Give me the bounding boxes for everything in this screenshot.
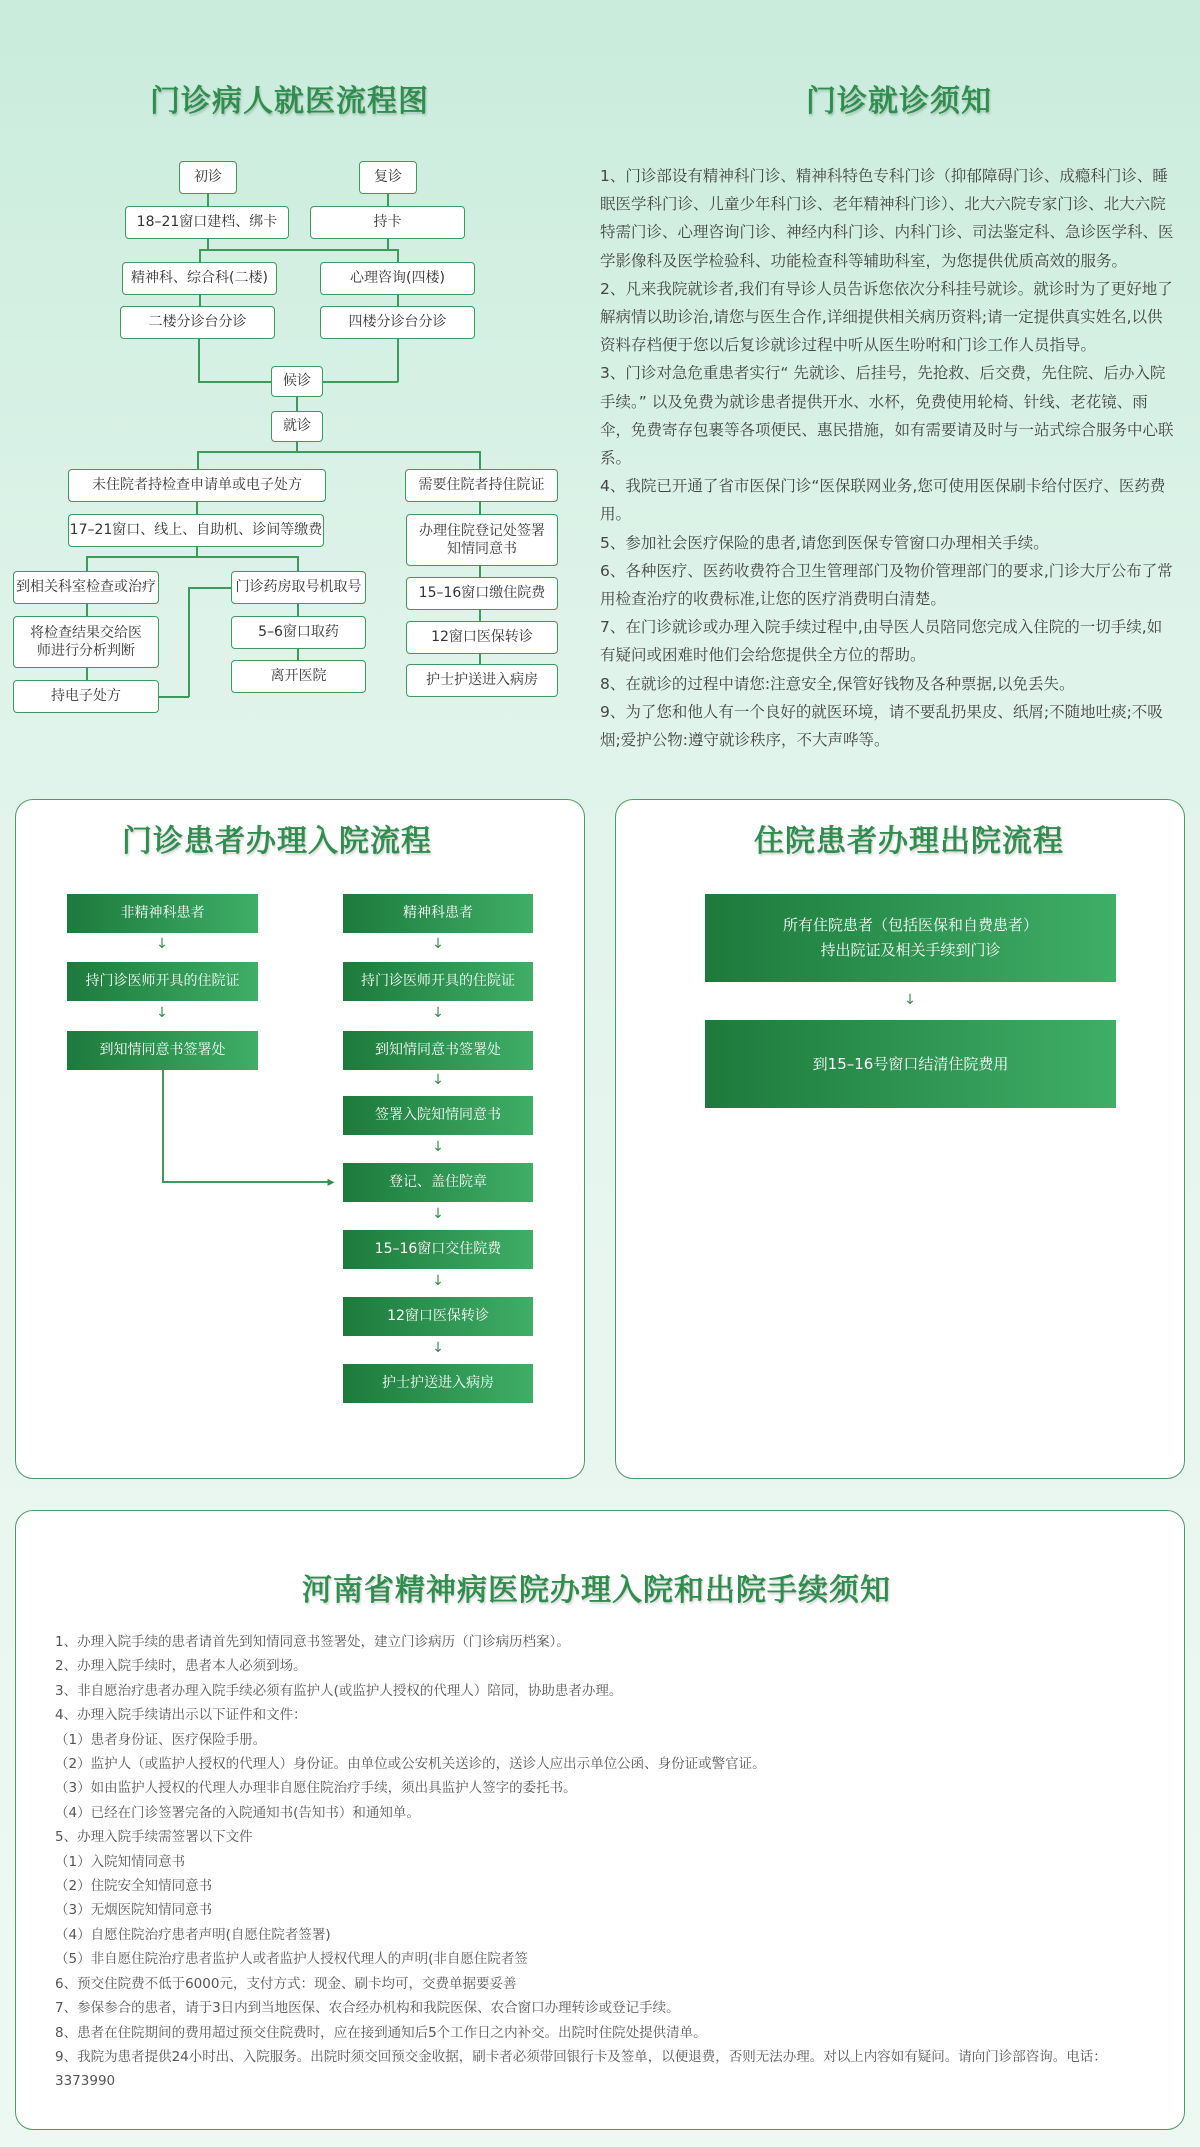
connector bbox=[397, 339, 399, 382]
connector bbox=[297, 649, 299, 660]
flow-results: 将检查结果交给医师进行分析判断 bbox=[13, 616, 159, 668]
rules-item: 8、患者在住院期间的费用超过预交住院费时，应在接到通知后5个工作日之内补交。出院时住院处提供清单。 bbox=[55, 2024, 707, 2041]
arrow-down-icon: ↓ bbox=[432, 1273, 444, 1289]
arrow-down-icon: ↓ bbox=[156, 936, 168, 952]
admission-left-step: 非精神科患者 bbox=[67, 894, 258, 933]
flow-deposit: 15–16窗口缴住院费 bbox=[406, 577, 558, 610]
arrow-down-icon: ↓ bbox=[432, 1072, 444, 1088]
connector bbox=[297, 556, 299, 571]
admission-right-step: 护士护送进入病房 bbox=[343, 1364, 533, 1403]
connector bbox=[188, 587, 231, 589]
notice-item: 5、参加社会医疗保险的患者,请您到医保专管窗口办理相关手续。 bbox=[600, 533, 1049, 552]
rules-item: 3、非自愿治疗患者办理入院手续必须有监护人(或监护人授权的代理人）陪同，协助患者办理。 bbox=[55, 1682, 623, 1699]
flow-triage-4f: 四楼分诊台分诊 bbox=[320, 306, 475, 339]
connector bbox=[198, 381, 271, 383]
rules-item: 6、预交住院费不低于6000元，支付方式：现金、刷卡均可，交费单据要妥善 bbox=[55, 1975, 517, 1992]
connector bbox=[197, 451, 199, 469]
arrow-down-icon: ↓ bbox=[432, 936, 444, 952]
admission-right-step: 签署入院知情同意书 bbox=[343, 1096, 533, 1135]
connector bbox=[297, 604, 299, 616]
flow-return-visit: 复诊 bbox=[359, 161, 417, 194]
admission-right-step: 精神科患者 bbox=[343, 894, 533, 933]
connector bbox=[207, 239, 209, 249]
arrow-down-icon: ↓ bbox=[904, 992, 916, 1008]
admission-right-step: 到知情同意书签署处 bbox=[343, 1031, 533, 1070]
notice-item: 6、各种医疗、医药收费符合卫生管理部门及物价管理部门的要求,门诊大厅公布了常用检查治疗的收费标准,让您的医疗消费明白清楚。 bbox=[600, 561, 1173, 609]
rules-item: （4）自愿住院治疗患者声明(自愿住院者签署) bbox=[55, 1926, 331, 1943]
flow-inpatient: 需要住院者持住院证 bbox=[405, 469, 558, 502]
rules-item: （2）住院安全知情同意书 bbox=[55, 1878, 213, 1895]
arrow-down-icon: ↓ bbox=[432, 1005, 444, 1021]
notice-item: 9、为了您和他人有一个良好的就医环境，请不要乱扔果皮、纸屑;不随地吐痰;不吸烟;爱护公物:遵守就诊秩序，不大声哗等。 bbox=[600, 702, 1163, 750]
flow-first-visit: 初诊 bbox=[179, 161, 237, 194]
rules-item: 4、办理入院手续请出示以下证件和文件： bbox=[55, 1707, 307, 1724]
flow-non-inpatient: 未住院者持检查申请单或电子处方 bbox=[68, 469, 326, 502]
admission-right-step: 12窗口医保转诊 bbox=[343, 1297, 533, 1336]
connector bbox=[86, 556, 298, 558]
rules-item: （5）非自愿住院治疗患者监护人或者监护人授权代理人的声明(非自愿住院者签 bbox=[55, 1951, 528, 1968]
connector bbox=[479, 502, 481, 514]
connector bbox=[188, 587, 190, 697]
discharge-title: 住院患者办理出院流程 bbox=[754, 824, 1064, 859]
rules-item: （1）患者身份证、医疗保险手册。 bbox=[55, 1731, 267, 1748]
notice-item: 4、我院已开通了省市医保门诊“医保联网业务,您可使用医保刷卡给付医疗、医药费用。 bbox=[600, 477, 1166, 524]
admission-left-step: 到知情同意书签署处 bbox=[67, 1031, 258, 1070]
discharge-step: 到15–16号窗口结清住院费用 bbox=[705, 1020, 1116, 1108]
flow-pharmacy-number: 门诊药房取号机取号 bbox=[231, 571, 366, 604]
flow-visit: 就诊 bbox=[271, 411, 323, 442]
rules-item: （1）入院知情同意书 bbox=[55, 1853, 186, 1870]
connector bbox=[196, 547, 198, 556]
connector bbox=[199, 249, 201, 262]
discharge-step-line: 持出院证及相关手续到门诊 bbox=[820, 941, 1001, 959]
notice-title: 门诊就诊须知 bbox=[806, 84, 992, 119]
rules-item: （4）已经在门诊签署完备的入院通知书(告知书）和通知单。 bbox=[55, 1804, 420, 1821]
rules-item: （3）无烟医院知情同意书 bbox=[55, 1902, 213, 1919]
notice-item: 1、门诊部设有精神科门诊、精神科特色专科门诊（抑郁障碍门诊、成瘾科门诊、睡眠医学科门诊、儿童少年科门诊、老年精神科门诊）、北大六院专家门诊、北大六院特需门诊、心理咨询门诊、神经内科门诊、内科门诊、司法鉴定科、急诊医学科、医学影像科及医学检验科、功能检查科等辅助科室，为您提供优质高效的服务。 bbox=[600, 167, 1174, 270]
rules-item: （2）监护人（或监护人授权的代理人）身份证。由单位或公安机关送诊的，送诊人应出示单位公函、身份证或警官证。 bbox=[55, 1756, 766, 1773]
flow-exam: 到相关科室检查或治疗 bbox=[13, 571, 159, 604]
connector bbox=[159, 696, 189, 698]
flow-hold-card: 持卡 bbox=[310, 206, 465, 239]
rules-list bbox=[55, 1630, 1125, 2094]
notice-list bbox=[600, 162, 1176, 754]
connector bbox=[199, 295, 201, 306]
connector bbox=[387, 194, 389, 206]
connector bbox=[479, 566, 481, 577]
rules-title: 河南省精神病医院办理入院和出院手续须知 bbox=[302, 1573, 891, 1608]
flow-get-medicine: 5–6窗口取药 bbox=[231, 616, 366, 649]
arrow-right-icon: ▸ bbox=[327, 1174, 335, 1190]
notice-item: 2、凡来我院就诊者,我们有导诊人员告诉您依次分科挂号就诊。就诊时为了更好地了解病情以助诊治,请您与医生合作,详细提供相关病历资料;请一定提供真实姓名,以供资料存档便于您以后复诊就诊过程中听从医生吩咐和门诊工作人员指导。 bbox=[600, 279, 1173, 355]
arrow-down-icon: ↓ bbox=[432, 1340, 444, 1356]
flow-psych-dept: 精神科、综合科(二楼) bbox=[122, 262, 277, 295]
arrow-down-icon: ↓ bbox=[432, 1206, 444, 1222]
admission-right-step: 持门诊医师开具的住院证 bbox=[343, 962, 533, 1001]
flow-title: 门诊病人就医流程图 bbox=[150, 84, 429, 119]
connector bbox=[323, 381, 398, 383]
connector bbox=[397, 249, 399, 262]
connector bbox=[397, 295, 399, 306]
connector bbox=[196, 502, 198, 514]
flow-pay: 17–21窗口、线上、自助机、诊间等缴费 bbox=[68, 514, 324, 547]
discharge-step-line: 所有住院患者（包括医保和自费患者） bbox=[782, 915, 1038, 934]
rules-item: 2、办理入院手续时，患者本人必须到场。 bbox=[55, 1658, 307, 1675]
connector bbox=[207, 194, 209, 206]
connector bbox=[199, 249, 397, 251]
flow-register: 18–21窗口建档、绑卡 bbox=[125, 206, 289, 239]
connector bbox=[86, 604, 88, 616]
connector bbox=[479, 610, 481, 621]
arrow-down-icon: ↓ bbox=[156, 1005, 168, 1021]
flow-leave: 离开医院 bbox=[231, 660, 366, 693]
connector bbox=[296, 397, 298, 411]
admission-left-step: 持门诊医师开具的住院证 bbox=[67, 962, 258, 1001]
discharge-step bbox=[705, 894, 1116, 982]
connector bbox=[479, 654, 481, 664]
connector bbox=[162, 1181, 332, 1183]
connector bbox=[296, 442, 298, 451]
flow-e-prescription: 持电子处方 bbox=[13, 680, 159, 713]
flow-wait: 候诊 bbox=[271, 366, 323, 397]
admission-right-step: 登记、盖住院章 bbox=[343, 1163, 533, 1202]
arrow-down-icon: ↓ bbox=[432, 1139, 444, 1155]
admission-title: 门诊患者办理入院流程 bbox=[122, 824, 432, 859]
flow-admit-sign: 办理住院登记处签署知情同意书 bbox=[406, 514, 558, 566]
connector bbox=[198, 339, 200, 382]
connector bbox=[86, 668, 88, 680]
notice-item: 3、门诊对急危重患者实行“ 先就诊、后挂号，先抢救、后交费，先住院、后办入院手续。” 以及免费为就诊患者提供开水、水杯，免费使用轮椅、针线、老花镜、雨伞，免费寄存包裹等各项便民、惠民措施，如有需要请及时与一站式综合服务中心联系。 bbox=[600, 364, 1174, 468]
connector bbox=[479, 451, 481, 469]
connector bbox=[162, 1070, 164, 1182]
rules-item: 1、办理入院手续的患者请首先到知情同意书签署处，建立门诊病历（门诊病历档案）。 bbox=[55, 1634, 570, 1650]
connector bbox=[86, 556, 88, 571]
rules-item: （3）如由监护人授权的代理人办理非自愿住院治疗手续，须出具监护人签字的委托书。 bbox=[55, 1780, 577, 1797]
flow-triage-2f: 二楼分诊台分诊 bbox=[120, 306, 275, 339]
rules-item: 5、办理入院手续需签署以下文件 bbox=[55, 1829, 253, 1846]
rules-item: 9、我院为患者提供24小时出、入院服务。出院时须交回预交金收据，刷卡者必须带回银行卡及签单，以便退费，否则无法办理。对以上内容如有疑问。请向门诊部咨询。电话：3373990 bbox=[55, 2048, 1107, 2090]
flow-insurance: 12窗口医保转诊 bbox=[406, 621, 558, 654]
flow-counsel-dept: 心理咨询(四楼) bbox=[320, 262, 475, 295]
notice-item: 7、在门诊就诊或办理入院手续过程中,由导医人员陪同您完成入住院的一切手续,如有疑问或困难时他们会给您提供全方位的帮助。 bbox=[600, 618, 1163, 665]
flow-nurse: 护士护送进入病房 bbox=[406, 664, 558, 697]
connector bbox=[197, 451, 480, 453]
admission-right-step: 15–16窗口交住院费 bbox=[343, 1230, 533, 1269]
notice-item: 8、在就诊的过程中请您:注意安全,保管好钱物及各种票据,以免丢失。 bbox=[600, 674, 1075, 693]
connector bbox=[387, 239, 389, 249]
rules-item: 7、参保参合的患者，请于3日内到当地医保、农合经办机构和我院医保、农合窗口办理转诊或登记手续。 bbox=[55, 2000, 680, 2017]
